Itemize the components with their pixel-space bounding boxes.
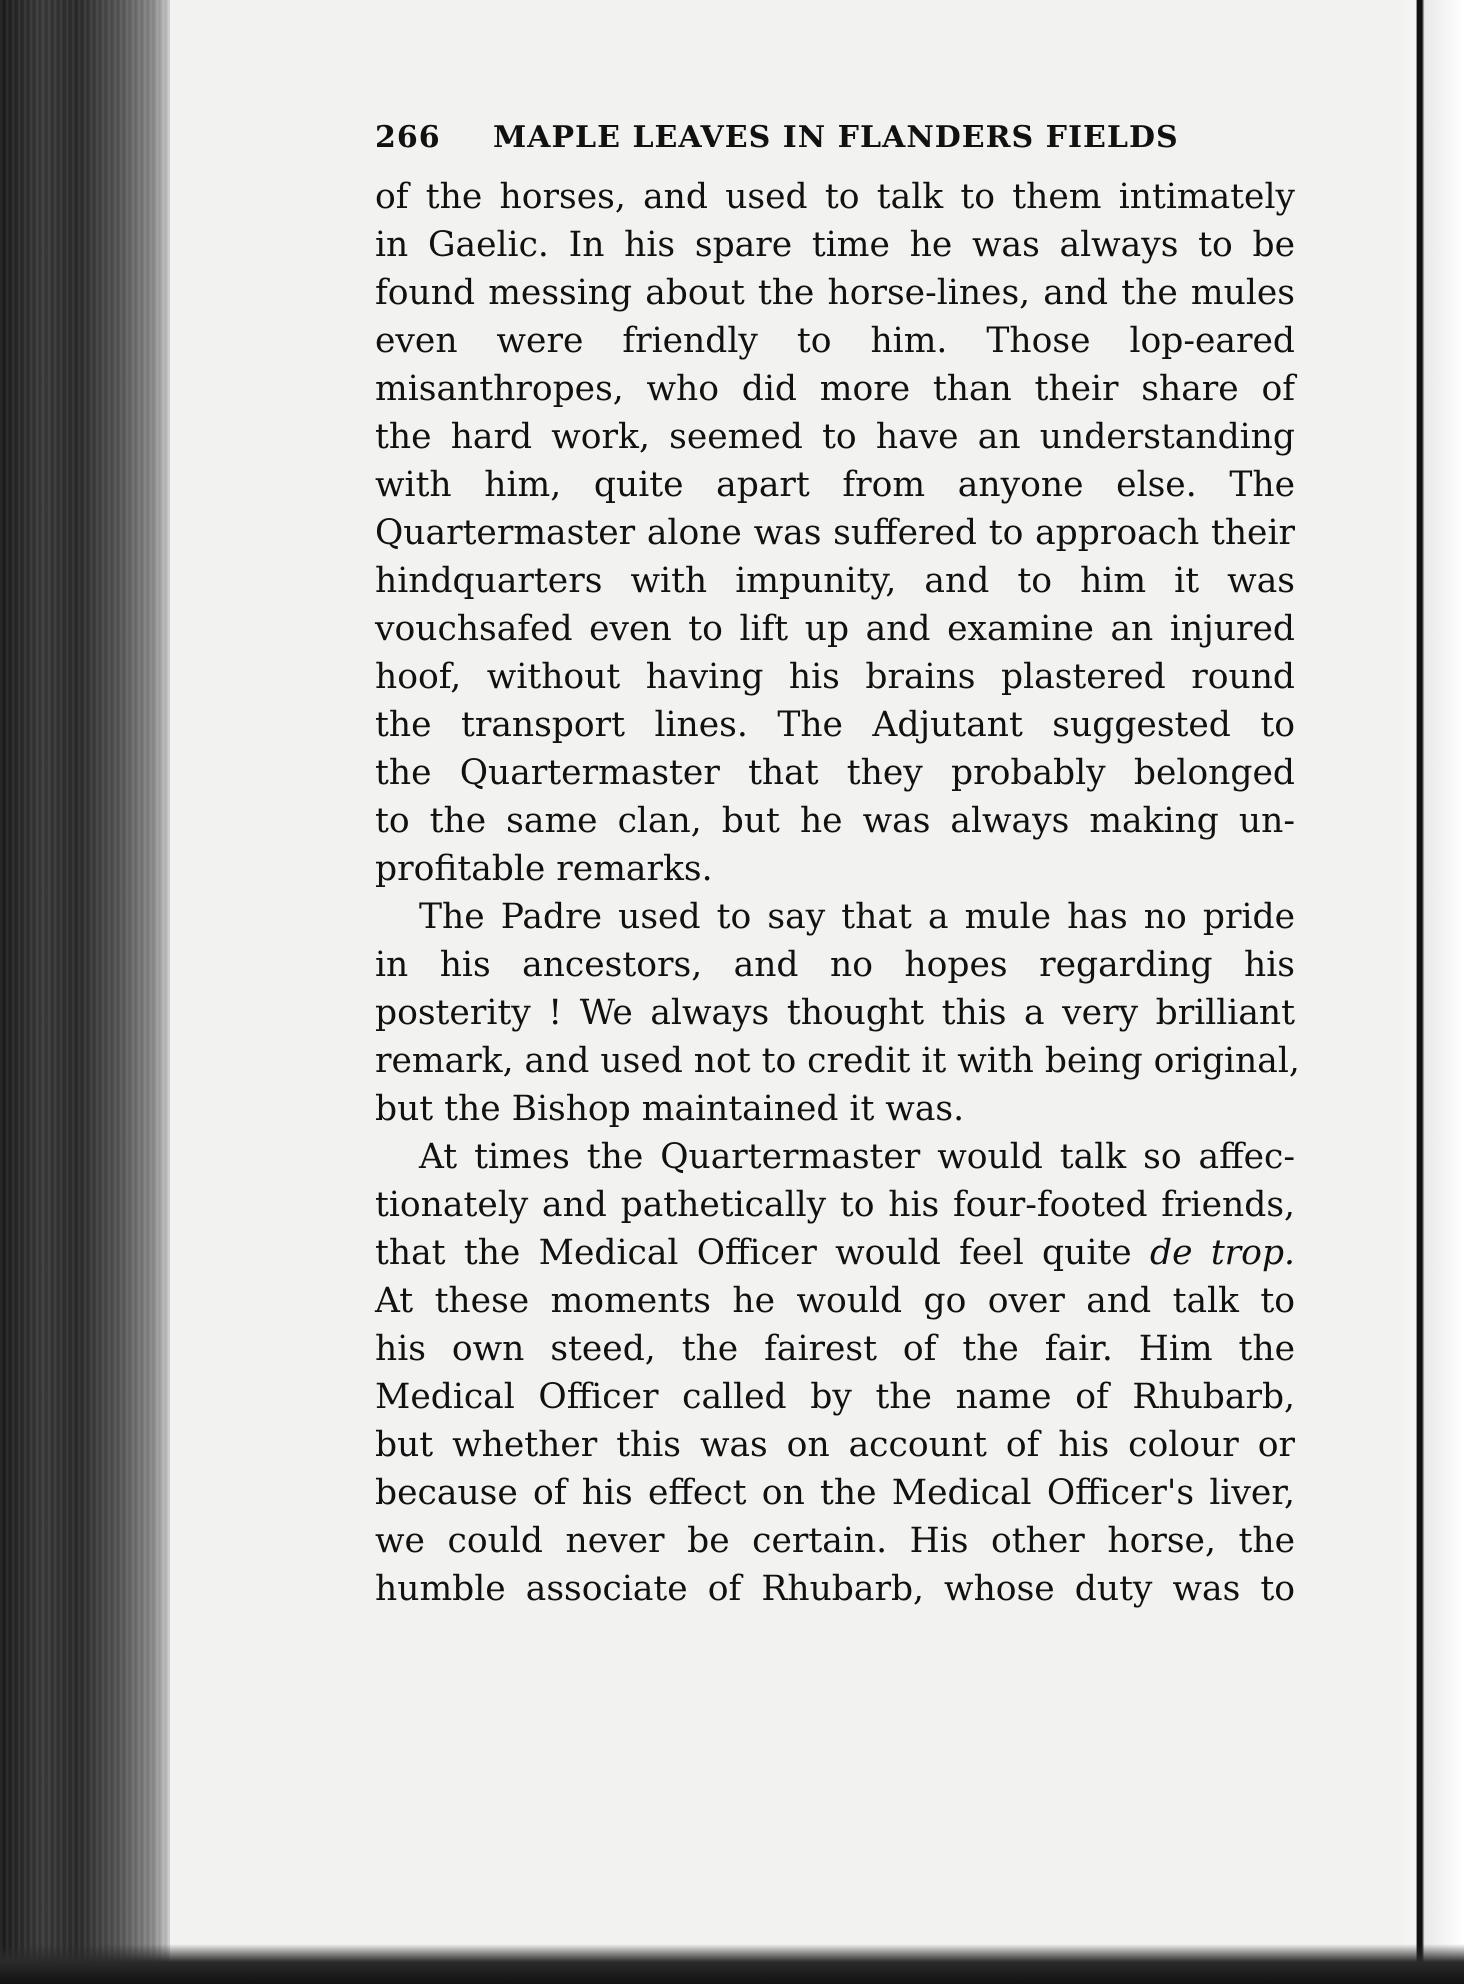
text-line: because of his effect on the Medical Officer's liver, xyxy=(375,1473,1295,1513)
italic-phrase: de trop. xyxy=(1150,1233,1295,1273)
text-line: we could never be certain. His other horse, the xyxy=(375,1521,1295,1561)
text-line: posterity ! We always thought this a very brilliant xyxy=(375,993,1295,1033)
text-line: his own steed, the fairest of the fair. Him the xyxy=(375,1329,1295,1369)
text-line: but whether this was on account of his colour or xyxy=(375,1425,1295,1465)
paragraph-3 xyxy=(375,1133,1295,1613)
text-line: profitable remarks. xyxy=(375,849,713,889)
text-line: At times the Quartermaster would talk so affec- xyxy=(419,1137,1295,1177)
page-number: 266 xyxy=(375,120,441,155)
text-line: hindquarters with impunity, and to him it was xyxy=(375,561,1295,601)
text-line: Quartermaster alone was suffered to approach their xyxy=(375,513,1295,553)
paragraph-2 xyxy=(375,893,1300,1133)
paragraph-1 xyxy=(375,173,1295,893)
spine-texture xyxy=(0,0,170,1984)
text-line: the hard work, seemed to have an understanding xyxy=(375,417,1295,457)
text-line: in Gaelic. In his spare time he was always to be xyxy=(375,225,1295,265)
text-line: but the Bishop maintained it was. xyxy=(375,1089,965,1129)
text-line: to the same clan, but he was always making un- xyxy=(375,801,1295,841)
text-fragment: that the Medical Officer would feel quite xyxy=(375,1233,1132,1273)
text-line: humble associate of Rhubarb, whose duty was to xyxy=(375,1569,1295,1609)
text-line-with-italic xyxy=(375,1229,1295,1277)
text-line: with him, quite apart from anyone else. The xyxy=(375,465,1295,505)
text-line: the transport lines. The Adjutant suggested to xyxy=(375,705,1295,745)
text-line: found messing about the horse-lines, and the mules xyxy=(375,273,1295,313)
text-line: remark, and used not to credit it with being original, xyxy=(375,1041,1300,1081)
text-line: of the horses, and used to talk to them intimately xyxy=(375,177,1295,217)
right-page-edge xyxy=(1404,0,1464,1984)
running-head: MAPLE LEAVES IN FLANDERS FIELDS xyxy=(493,120,1179,155)
page-header xyxy=(375,120,1295,155)
bottom-page-edge xyxy=(0,1944,1464,1984)
text-line: even were friendly to him. Those lop-eared xyxy=(375,321,1295,361)
text-line: hoof, without having his brains plastered round xyxy=(375,657,1295,697)
text-line: the Quartermaster that they probably belonged xyxy=(375,753,1295,793)
page-text-block xyxy=(375,120,1300,1613)
text-line: vouchsafed even to lift up and examine an injured xyxy=(375,609,1295,649)
text-line: The Padre used to say that a mule has no pride xyxy=(419,897,1295,937)
text-line: Medical Officer called by the name of Rhubarb, xyxy=(375,1377,1295,1417)
text-line: in his ancestors, and no hopes regarding his xyxy=(375,945,1295,985)
text-line: At these moments he would go over and talk to xyxy=(375,1281,1295,1321)
text-line: tionately and pathetically to his four-footed friends, xyxy=(375,1185,1295,1225)
text-line: misanthropes, who did more than their share of xyxy=(375,369,1295,409)
